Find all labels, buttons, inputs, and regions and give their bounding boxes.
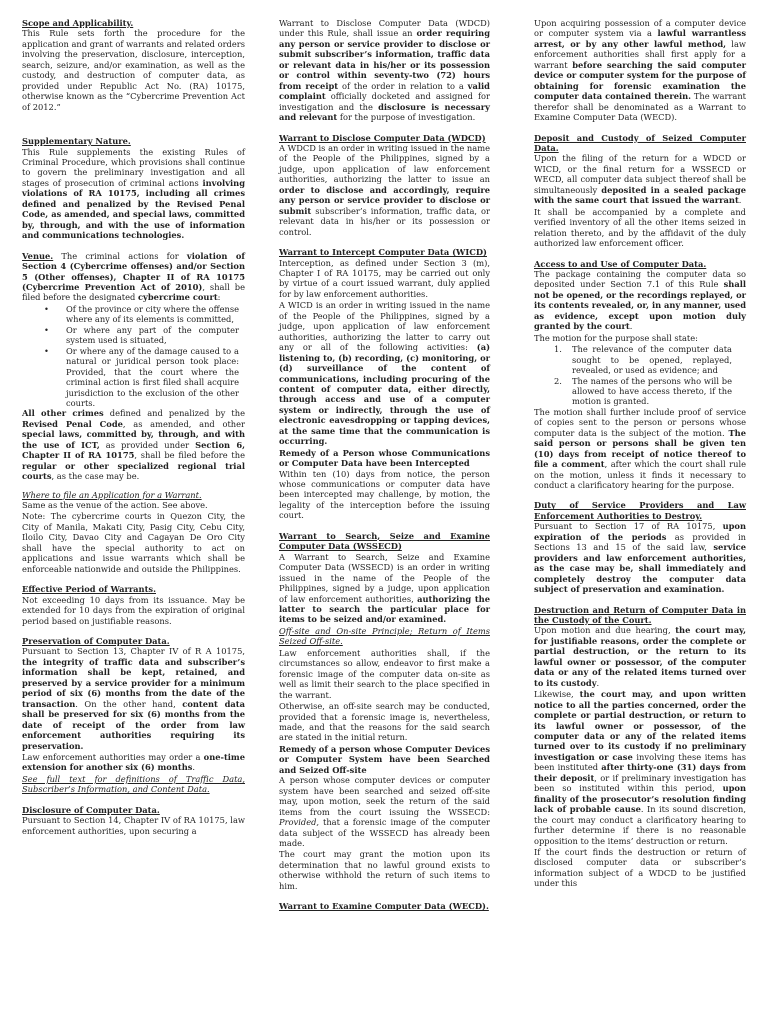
- section-heading-wssecd: Warrant to Search, Seize and Examine Computer Data (WSSECD): [279, 530, 490, 552]
- scope-body: This Rule sets forth the procedure for the application and grant of warrants and related orders involving the preservation, disclosure, interception, search, seizure, and/or examination, as well as the custody, and destruction of computer data, as provided under Republic Act No. (RA) 10175, otherwise known as the “Cybercrime Prevention Act of 2012.”: [22, 28, 245, 112]
- section-heading-effective-period: Effective Period of Warrants.: [22, 584, 156, 595]
- remedy-offsite-body-2: The court may grant the motion upon its determination that no lawful ground exists to otherwise withhold the return of such items to him.: [279, 849, 490, 891]
- venue-intro: Venue. The criminal actions for violation of Section 4 (Cybercrime offenses) and/or Section 5 (Other offenses), Chapter II of RA 10175 (Cybercrime Prevention Act of 2010), shall be filed before the designated cybercrime court:: [22, 250, 246, 303]
- section-heading-where-to-file: Where to file an Application for a Warrant.: [22, 489, 202, 500]
- section-heading-wecd: Warrant to Examine Computer Data (WECD).: [279, 901, 489, 912]
- where-file-note: Note: The cybercrime courts in Quezon City, the City of Manila, Makati City, Pasig City, Cebu City, Iloilo City, Davao City and Cagayan De Oro City shall have the special authority to act on applications and issue warrants which shall be enforceable nationwide and outside the Philippines.: [22, 511, 245, 574]
- list-item: • Or where any part of the computer system used is situated,: [22, 325, 245, 346]
- destruction-body-3: If the court finds the destruction or return of disclosed computer data or subscriber’s information subject of a WDCD to be justified under this: [534, 846, 746, 889]
- section-heading-venue: Venue.: [22, 250, 54, 261]
- wicd-body-2: A WICD is an order in writing issued in the name of the People of the Philippines, signed by a judge, upon application of law enforcement authorities, authorizing the latter to carry out any or all of the following activities: (a) listening to, (b) recording, (c) monitoring, or (d) surveillance of the content of communications, including procuring of the content of computer data, either directly, through access and use of a computer system or indirectly, through the use of electronic eavesdropping or tapping devices, at the same time that the communication is occurring.: [279, 300, 490, 447]
- list-item: 2. The names of the persons who will be allowed to have access thereto, if the motion is granted.: [554, 375, 732, 407]
- section-heading-scope: Scope and Applicability.: [22, 18, 134, 28]
- disclosure-body: Pursuant to Section 14, Chapter IV of RA 10175, law enforcement authorities, upon securing a: [22, 815, 245, 836]
- section-heading-wdcd: Warrant to Disclose Computer Data (WDCD): [279, 132, 486, 143]
- access-body: The package containing the computer data so deposited under Section 7.1 of this Rule shall not be opened, or the recordings replayed, or its contents revealed, or, in any manner, used as evidence, except upon motion duly granted by the court.: [534, 268, 746, 332]
- section-heading-deposit: Deposit and Custody of Seized Computer Data.: [534, 132, 746, 153]
- access-motion-list: [534, 344, 746, 407]
- section-heading-wicd: Warrant to Intercept Computer Data (WICD): [279, 247, 487, 258]
- wssecd-body-3: Otherwise, an off-site search may be conducted, provided that a forensic image is, nevertheless, made, and that the reasons for the said search are stated in the initial return.: [279, 701, 490, 743]
- section-heading-preservation: Preservation of Computer Data.: [22, 636, 170, 647]
- section-heading-disclosure: Disclosure of Computer Data.: [22, 804, 160, 815]
- list-item: 1. The relevance of the computer data sought to be opened, replayed, revealed, or used as evidence; and: [554, 344, 732, 376]
- destruction-body-2: Likewise, the court may, and upon written notice to all the parties concerned, order the complete or partial destruction, or return to its lawful owner or possessor, of the computer data or any of the related items turned over to its custody if no preliminary investigation or case involving these items has been instituted after thirty-one (31) days from their deposit, or if preliminary investigation has been so instituted within this period, upon finality of the prosecutor’s resolution finding lack of probable cause. In its sound discretion, the court may conduct a clarificatory hearing to further determine if there is no reasonable opposition to the items’ destruction or return.: [534, 689, 746, 846]
- preservation-body: Pursuant to Section 13, Chapter IV of R A 10175, the integrity of traffic data and subscriber’s information shall be kept, retained, and preserved by a service provider for a minimum period of six (6) months from the date of the transaction. On the other hand, content data shall be preserved for six (6) months from the date of receipt of the order from law enforcement authorities requiring its preservation.: [22, 646, 245, 751]
- preservation-note: See full text for definitions of Traffic Data, Subscriber’s Information, and Content Data.: [22, 773, 245, 795]
- access-motion-intro: The motion for the purpose shall state:: [534, 332, 698, 343]
- deposit-body-2: It shall be accompanied by a complete and verified inventory of all the other items seized in relation thereto, and by the affidavit of the duly authorized law enforcement officer.: [534, 206, 746, 249]
- disclosure-continued: Warrant to Disclose Computer Data (WDCD) under this Rule, shall issue an order requiring any person or service provider to disclose or submit subscriber’s information, traffic data or relevant data in his/her or its possession or control within seventy-two (72) hours from receipt of the order in relation to a valid complaint officially docketed and assigned for investigation and the disclosure is necessary and relevant for the purpose of investigation.: [279, 18, 490, 123]
- venue-bullet-list: [22, 304, 245, 409]
- venue-other-crimes: All other crimes defined and penalized by the Revised Penal Code, as amended, and other special laws, committed by, through, and with the use of ICT, as provided under Section 6, Chapter II of RA 10175, shall be filed before the regular or other specialized regional trial courts, as the case may be.: [22, 408, 245, 482]
- deposit-body: Upon the filing of the return for a WDCD or WICD, or the final return for a WSSECD or WECD, all computer data subject thereof shall be simultaneously deposited in a sealed package with the same court that issued the warrant.: [534, 153, 746, 206]
- wdcd-body: A WDCD is an order in writing issued in the name of the People of the Philippines, signed by a judge, upon application of law enforcement authorities, authorizing the latter to issue an order to disclose and accordingly, require any person or service provider to disclose or submit subscriber’s information, traffic data, or relevant data in his/her or its possession or control.: [279, 142, 490, 237]
- remedy-intercepted-body: Within ten (10) days from notice, the person whose communications or computer data have been intercepted may challenge, by motion, the legality of the interception before the issuing court.: [279, 468, 490, 521]
- wicd-body-1: Interception, as defined under Section 3 (m), Chapter I of RA 10175, may be carried out only by virtue of a court issued warrant, duly applied for by law enforcement authorities.: [279, 257, 490, 299]
- section-heading-access: Access to and Use of Computer Data.: [534, 258, 707, 269]
- wssecd-body-2: Law enforcement authorities shall, if the circumstances so allow, endeavor to first make a forensic image of the computer data on-site as well as limit their search to the place specified in the warrant.: [279, 647, 490, 700]
- effective-period-body: Not exceeding 10 days from its issuance. May be extended for 10 days from the expiration of original period based on justifiable reasons.: [22, 594, 245, 626]
- wecd-continued: Upon acquiring possession of a computer device or computer system via a lawful warrantless arrest, or by any other lawful method, law enforcement authorities shall first apply for a warrant before searching the said computer device or computer system for the purpose of obtaining for forensic examination the computer data contained therein. The warrant therefor shall be denominated as a Warrant to Examine Computer Data (WECD).: [534, 18, 746, 123]
- remedy-offsite-body: A person whose computer devices or computer system have been searched and seized off-site may, upon motion, seek the return of the said items from the court issuing the WSSECD: Provided, that a forensic image of the computer data subject of the WSSECD has already been made.: [279, 775, 490, 848]
- column-1: [22, 18, 245, 837]
- duty-destroy-body: Pursuant to Section 17 of RA 10175, upon expiration of the periods as provided in Sections 13 and 15 of the said law, service providers and law enforcement authorities, as the case may be, shall immediately and completely destroy the computer data subject of preservation and examination.: [534, 521, 747, 595]
- preservation-extension: Law enforcement authorities may order a one-time extension for another six (6) months.: [22, 752, 245, 773]
- supplementary-body: This Rule supplements the existing Rules of Criminal Procedure, which provisions shall continue to govern the preliminary investigation and all stages of prosecution of criminal actions involving violations of RA 10175, including all crimes defined and penalized by the Revised Penal Code, as amended, and special laws, committed by, through, and with the use of information and communications technologies.: [22, 146, 245, 241]
- wssecd-body: A Warrant to Search, Seize and Examine Computer Data (WSSECD) is an order in writing issued in the name of the People of the Philippines, signed by a judge, upon application of law enforcement authorities, authorizing the latter to search the particular place for items to be seized and/or examined.: [279, 551, 490, 625]
- section-heading-remedy-offsite: Remedy of a person whose Computer Devices or Computer System have been Searched and Seized Off-site: [279, 743, 490, 775]
- wssecd-offsite-heading: Off-site and On-site Principle; Return of Items Seized Off-site.: [279, 625, 490, 647]
- access-body-3: The motion shall further include proof of service of copies sent to the person or persons whose computer data is the subject of the motion. The said person or persons shall be given ten (10) days from receipt of notice thereof to file a comment, after which the court shall rule on the motion, unless it finds it necessary to conduct a clarificatory hearing for the purpose.: [534, 406, 747, 491]
- section-heading-duty-destroy: Duty of Service Providers and Law Enforcement Authorities to Destroy.: [534, 500, 746, 521]
- destruction-body: Upon motion and due hearing, the court may, for justifiable reasons, order the complete or partial destruction, or the return to its lawful owner or possessor, of the computer data or any of the related items turned over to its custody.: [534, 625, 746, 688]
- where-file-line: Same as the venue of the action. See above.: [22, 500, 208, 511]
- list-item: • Or where any of the damage caused to a natural or juridical person took place: Provided, that the court where the criminal action is first filed shall acquire jurisdiction to the exclusion of the other courts.: [22, 346, 245, 409]
- section-heading-remedy-intercepted: Remedy of a Person whose Communications or Computer Data have been Intercepted: [279, 447, 490, 469]
- column-3: [534, 18, 746, 890]
- column-2: [279, 18, 490, 912]
- list-item: • Of the province or city where the offense where any of its elements is committed,: [22, 304, 245, 325]
- section-heading-destruction-return: Destruction and Return of Computer Data in the Custody of the Court.: [534, 604, 746, 626]
- section-heading-supplementary: Supplementary Nature.: [22, 136, 131, 147]
